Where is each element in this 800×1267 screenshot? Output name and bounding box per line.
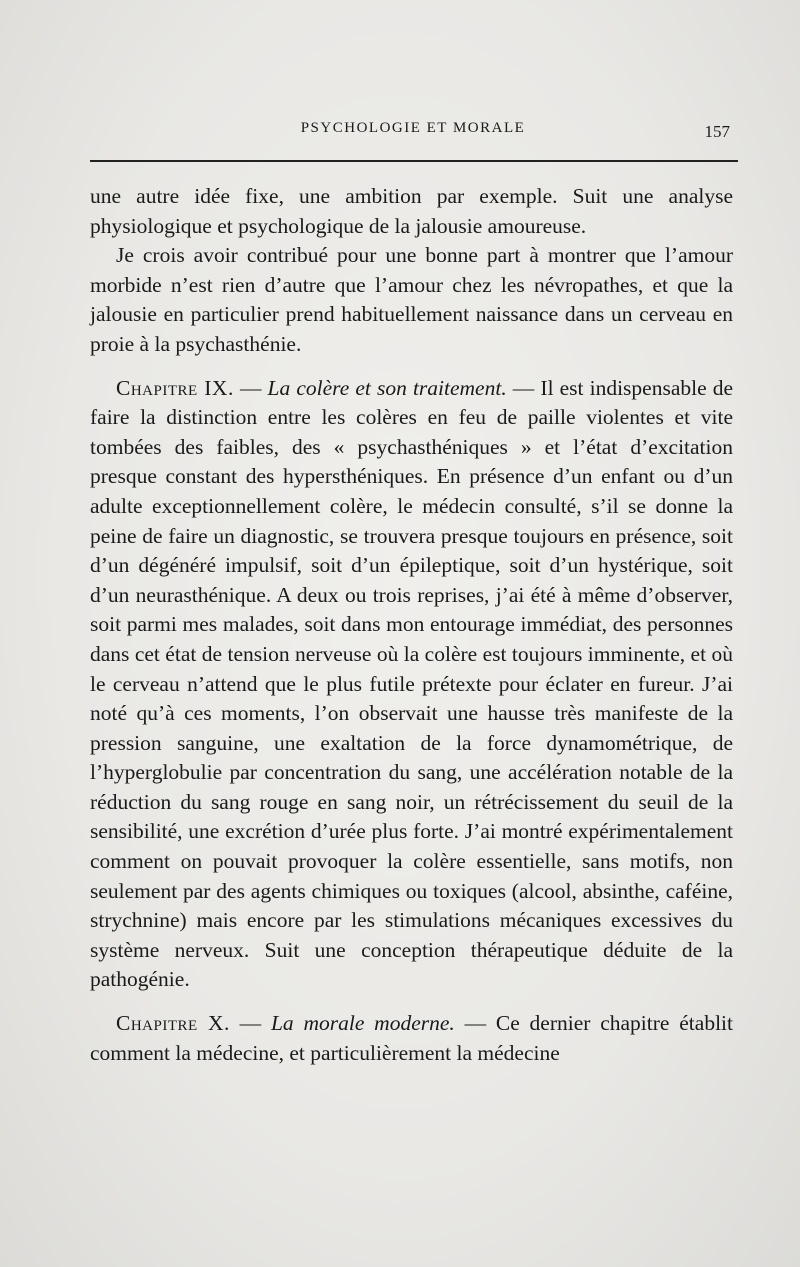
chapter-x-title: La morale moderne. [270, 1011, 455, 1036]
chapter-ix-body: Il est indispensable de faire la distinction entre les colères en feu de paille violentes et vite tombées des faibles, des « psychasthéniques » et l’état d’excitation presque constant des hypersthéniques. En présence d’un enfant ou d’un adulte exceptionnellement colère, le médecin consulté, s’il se donne la peine de faire un diagnostic, se trouvera presque toujours en présence, soit d’un dégénéré impulsif, soit d’un épileptique, soit d’un hystérique, soit d’un neurasthénique. A deux ou trois reprises, j’ai été à même d’observer, soit parmi mes malades, soit dans mon entourage immédiat, des personnes dans cet état de tension nerveuse où la colère est toujours imminente, et où le cerveau n’attend que le plus futile prétexte pour éclater en fureur. J’ai noté qu’à ces moments, l’on observait une hausse très manifeste de la pression sanguine, une exaltation de la force dynamométrique, de l’hyperglobulie par concentration du sang, une accélération notable de la réduction du sang rouge en sang noir, un rétrécissement du seuil de la sensibilité, une excrétion d’urée plus forte. J’ai montré expérimentalement comment on pouvait provoquer la colère essentielle, sans motifs, non seulement par des agents chimiques ou toxiques (alcool, absinthe, caféine, strychnine) mais encore par les stimulations mécaniques excessives du système nerveux. Suit une conception thérapeutique déduite de la pathogénie. [90, 375, 734, 992]
chapter-ix-dash-2: — [506, 375, 541, 400]
chapter-ix-title: La colère et son traitement. [267, 375, 507, 400]
chapter-x-dash: — [229, 1011, 271, 1036]
running-head [88, 120, 738, 144]
body-text [90, 182, 733, 1068]
chapter-x-paragraph [90, 1009, 733, 1068]
chapter-x-dash-2: — [454, 1011, 496, 1036]
paragraph-continuation: une autre idée fixe, une ambition par exemple. Suit une analyse physiologique et psychologique de la jalousie amoureuse. [90, 184, 733, 238]
chapter-ix-dash: — [233, 375, 268, 400]
chapter-x-label: Chapitre X. [116, 1011, 230, 1036]
chapter-ix-paragraph [90, 374, 733, 995]
page-number: 157 [704, 122, 730, 141]
running-title: PSYCHOLOGIE ET MORALE [300, 120, 526, 136]
chapter-ix-label: Chapitre IX. [116, 375, 234, 400]
header-rule [90, 160, 738, 162]
paragraph-contribution: Je crois avoir contribué pour une bonne part à montrer que l’amour morbide n’est rien d’autre que l’amour chez les névropathes, et que la jalousie en particulier prend habituellement naissance dans un cerveau en proie à la psychasthénie. [90, 243, 733, 356]
chapter-x-body: Ce dernier chapitre établit comment la médecine, et particulièrement la médecine [90, 1011, 733, 1065]
